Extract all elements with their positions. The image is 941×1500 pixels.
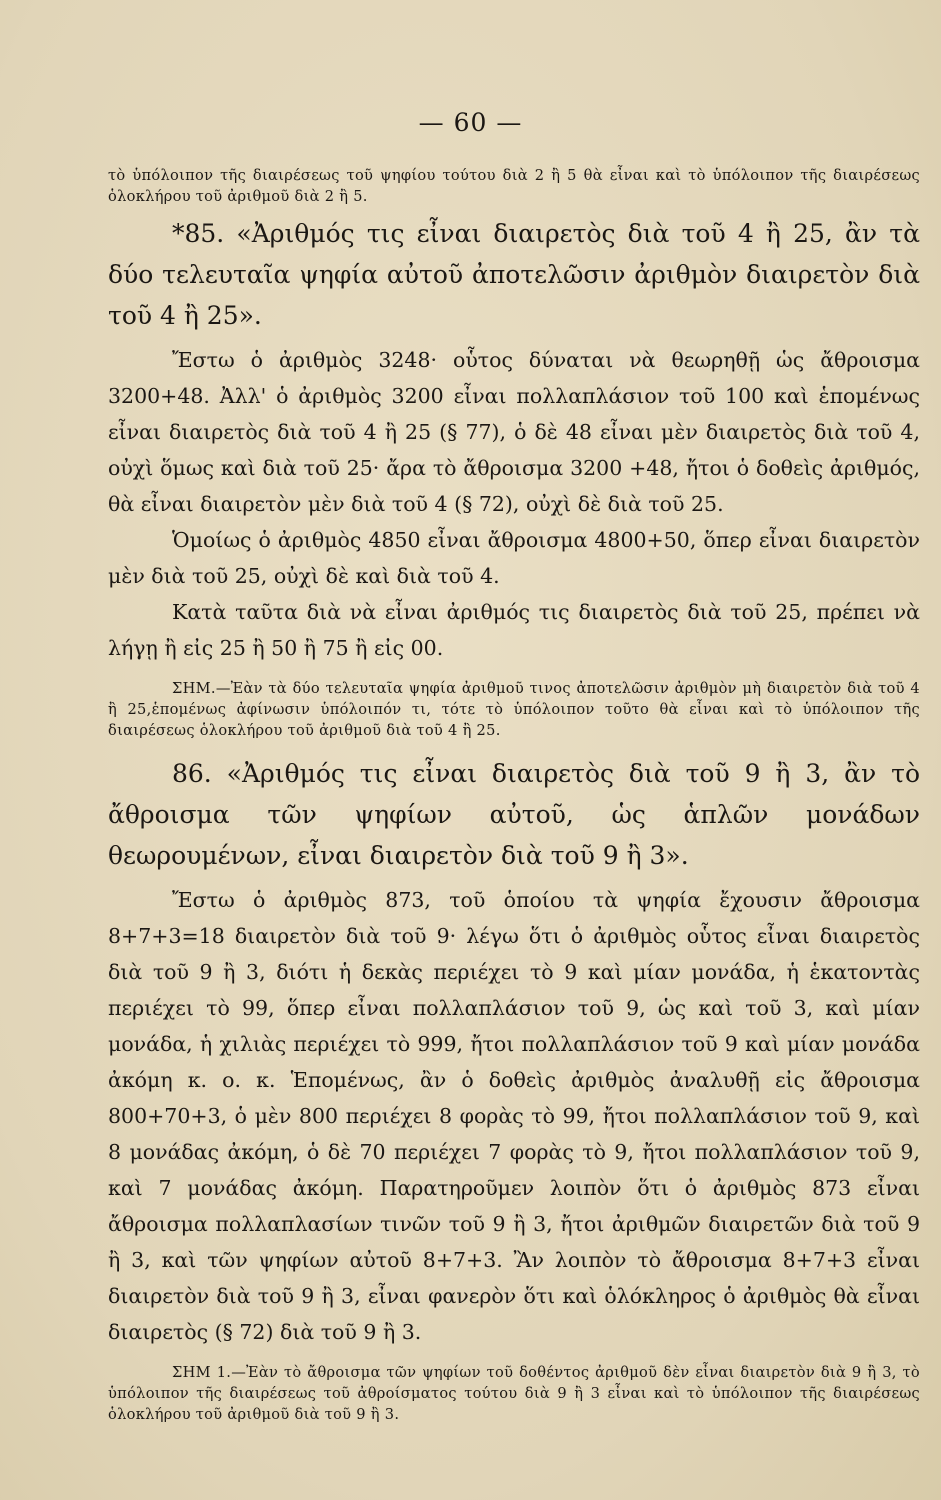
theorem-85: *85. «Ἀριθμός τις εἶναι διαιρετὸς διὰ τοῦ 4 ἢ 25, ἂν τὰ δύο τελευταῖα ψηφία αὐτοῦ ἀποτελῶσιν ἀριθμὸν διαιρετὸν διὰ τοῦ 4 ἢ 25». <box>108 219 920 330</box>
paragraph-example-4850: Ὁμοίως ὁ ἀριθμὸς 4850 εἶναι ἄθροισμα 4800+50, ὅπερ εἶναι διαιρετὸν μὲν διὰ τοῦ 25, οὐχὶ δὲ καὶ διὰ τοῦ 4. <box>108 528 920 588</box>
page-content <box>108 165 920 1425</box>
paragraph-example-873: Ἔστω ὁ ἀριθμὸς 873, τοῦ ὁποίου τὰ ψηφία ἔχουσιν ἄθροισμα 8+7+3=18 διαιρετὸν διὰ τοῦ 9· λέγω ὅτι ὁ ἀριθμὸς οὗτος εἶναι διαιρετὸς διὰ τοῦ 9 ἢ 3, διότι ἡ δεκὰς περιέχει τὸ 9 καὶ μίαν μονάδα, ἡ ἑκατοντὰς περιέχει τὸ 99, ὅπερ εἶναι πολλαπλάσιον τοῦ 9, ὡς καὶ τοῦ 3, καὶ μίαν μονάδα, ἡ χιλιὰς περιέχει τὸ 999, ἤτοι πολλαπλάσιον τοῦ 9 καὶ μίαν μονάδα ἀκόμη κ. ο. κ. Ἑπομένως, ἂν ὁ δοθεὶς ἀριθμὸς ἀναλυθῇ εἰς ἄθροισμα 800+70+3, ὁ μὲν 800 περιέχει 8 φορὰς τὸ 99, ἤτοι πολλαπλάσιον τοῦ 9, καὶ 8 μονάδας ἀκόμη, ὁ δὲ 70 περιέχει 7 φορὰς τὸ 9, ἤτοι πολλαπλάσιον τοῦ 9, καὶ 7 μονάδας ἀκόμη. Παρατηροῦμεν λοιπὸν ὅτι ὁ ἀριθμὸς 873 εἶναι ἄθροισμα πολλαπλασίων τινῶν τοῦ 9 ἢ 3, ἤτοι ἀριθμῶν διαιρετῶν διὰ τοῦ 9 ἢ 3, καὶ τῶν ψηφίων αὐτοῦ 8+7+3. Ἂν λοιπὸν τὸ ἄθροισμα 8+7+3 εἶναι διαιρετὸν διὰ τοῦ 9 ἢ 3, εἶναι φανερὸν ὅτι καὶ ὁλόκληρος ὁ ἀριθμὸς θὰ εἶναι διαιρετὸς (§ 72) διὰ τοῦ 9 ἢ 3. <box>108 888 920 1344</box>
note-86-1: ΣΗΜ 1.—Ἐὰν τὸ ἄθροισμα τῶν ψηφίων τοῦ δοθέντος ἀριθμοῦ δὲν εἶναι διαιρετὸν διὰ 9 ἢ 3, τὸ ὑπόλοιπον τῆς διαιρέσεως τοῦ ἀθροίσματος τούτου διὰ 9 ἢ 3 εἶναι καὶ τὸ ὑπόλοιπον τῆς διαιρέσεως ὁλοκλήρου τοῦ ἀριθμοῦ διὰ τοῦ 9 ἢ 3. <box>108 1364 920 1423</box>
note-85: ΣΗΜ.—Ἐὰν τὰ δύο τελευταῖα ψηφία ἀριθμοῦ τινος ἀποτελῶσιν ἀριθμὸν μὴ διαιρετὸν διὰ τοῦ 4 ἢ 25,ἑπομένως ἀφίνωσιν ὑπόλοιπόν τι, τότε τὸ ὑπόλοιπον τοῦτο θὰ εἶναι καὶ τὸ ὑπόλοιπον τῆς διαιρέσεως ὁλοκλήρου τοῦ ἀριθμοῦ διὰ τοῦ 4 ἢ 25. <box>108 680 920 739</box>
page-number: — 60 — <box>418 108 523 137</box>
theorem-86: 86. «Ἀριθμός τις εἶναι διαιρετὸς διὰ τοῦ 9 ἢ 3, ἂν τὸ ἄθροισμα τῶν ψηφίων αὐτοῦ, ὡς ἁπλῶν μονάδων θεωρουμένων, εἶναι διαιρετὸν διὰ τοῦ 9 ἢ 3». <box>108 759 920 870</box>
paragraph-example-3248: Ἔστω ὁ ἀριθμὸς 3248· οὗτος δύναται νὰ θεωρηθῇ ὡς ἄθροισμα 3200+48. Ἀλλ' ὁ ἀριθμὸς 3200 εἶναι πολλαπλάσιον τοῦ 100 καὶ ἑπομένως εἶναι διαιρετὸς διὰ τοῦ 4 ἢ 25 (§ 77), ὁ δὲ 48 εἶναι μὲν διαιρετὸς διὰ τοῦ 4, οὐχὶ ὅμως καὶ διὰ τοῦ 25· ἄρα τὸ ἄθροισμα 3200 +48, ἤτοι ὁ δοθεὶς ἀριθμός, θὰ εἶναι διαιρετὸν μὲν διὰ τοῦ 4 (§ 72), οὐχὶ δὲ διὰ τοῦ 25. <box>108 348 920 516</box>
paragraph-rule-25: Κατὰ ταῦτα διὰ νὰ εἶναι ἀριθμός τις διαιρετὸς διὰ τοῦ 25, πρέπει νὰ λήγῃ ἢ εἰς 25 ἢ 50 ἢ 75 ἢ εἰς 00. <box>108 600 920 660</box>
paragraph-remainder-continuation: τὸ ὑπόλοιπον τῆς διαιρέσεως τοῦ ψηφίου τούτου διὰ 2 ἢ 5 θὰ εἶναι καὶ τὸ ὑπόλοιπον τῆς διαιρέσεως ὁλοκλήρου τοῦ ἀριθμοῦ διὰ 2 ἢ 5. <box>108 167 920 205</box>
